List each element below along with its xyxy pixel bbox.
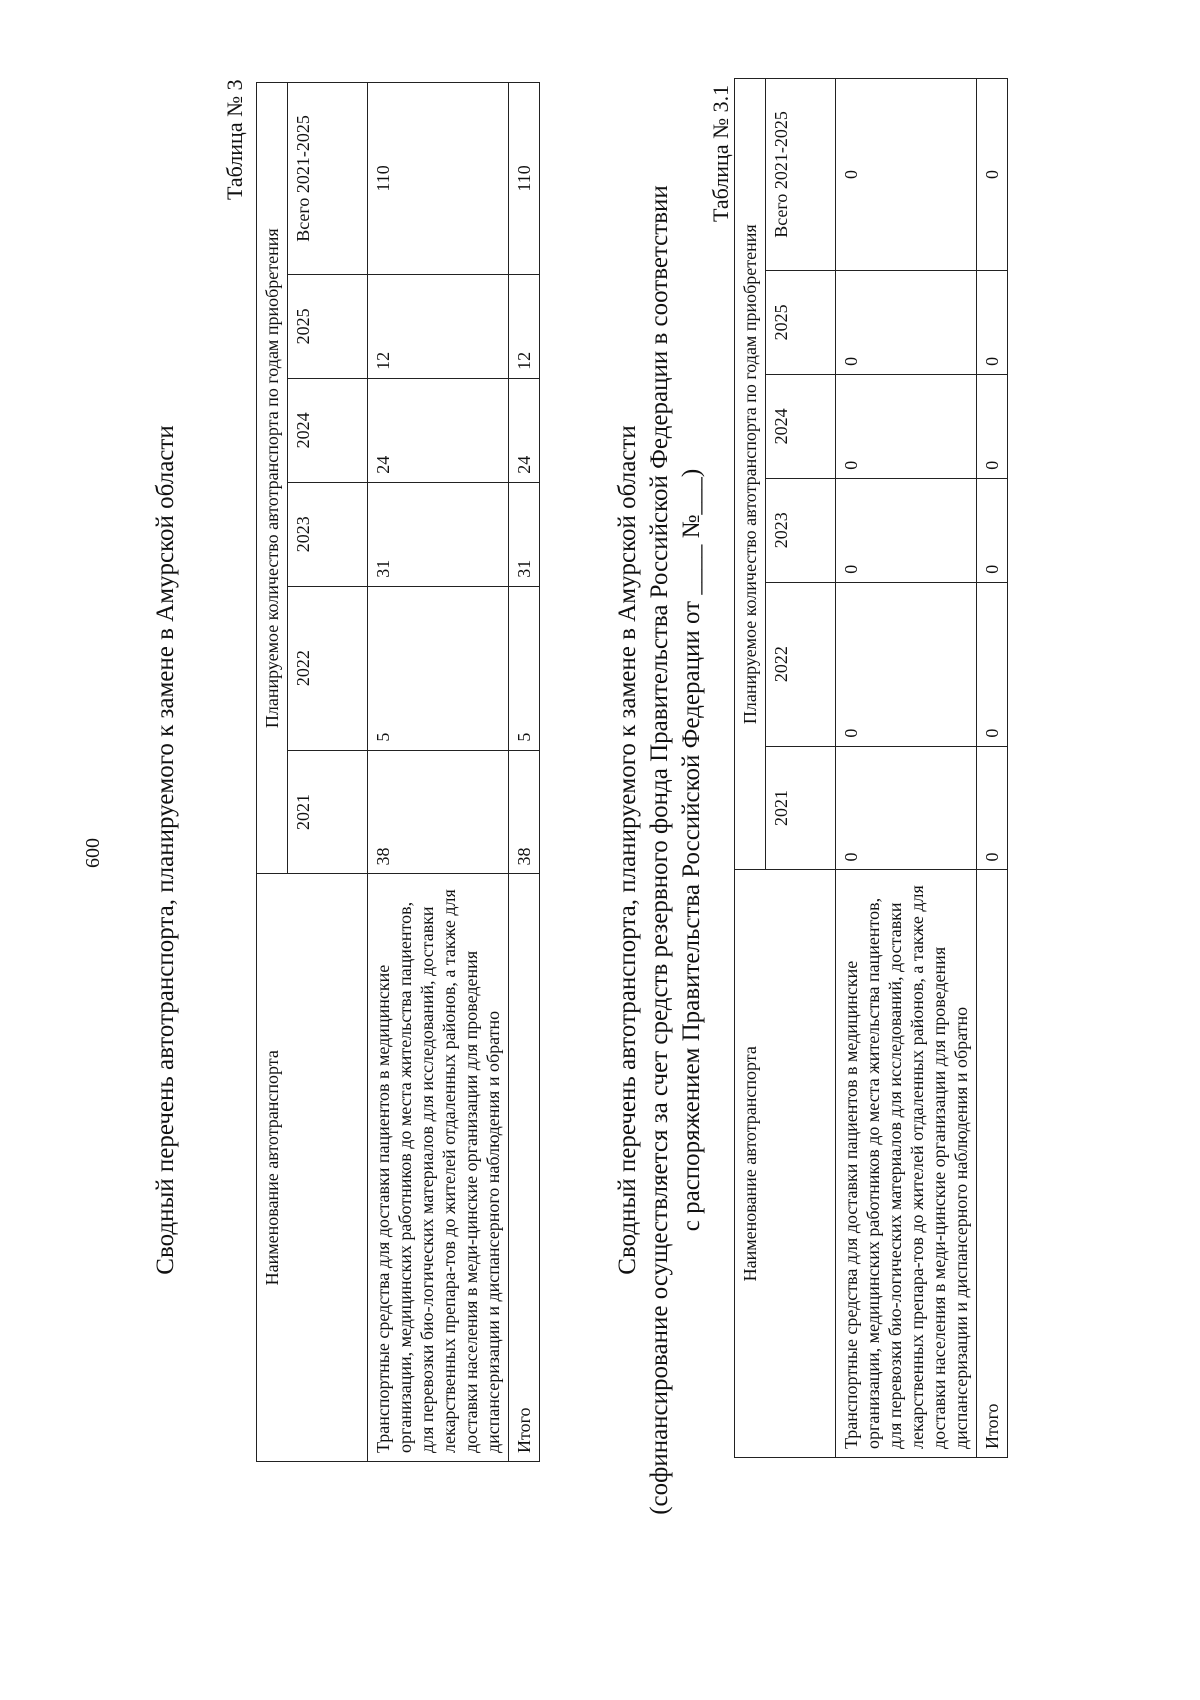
table1-total-header: Всего 2021-2025 (288, 83, 368, 275)
table2-year-header: 2025 (766, 270, 836, 374)
table2-year-header: 2021 (766, 746, 836, 870)
table2-name-header: Наименование автотранспорта (735, 870, 836, 1458)
table1-row-name: Итого (509, 874, 540, 1462)
table1-header-row (257, 83, 288, 1462)
table1-cell: 31 (368, 482, 509, 586)
table1-cell: 12 (509, 274, 540, 378)
table1-year-header: 2024 (288, 378, 368, 482)
table1-row-name: Транспортные средства для доставки пациентов в медицинские организации, медицинских работников до места жительства пациентов, для перевозки био-логических материалов для исследований, доставки лекарственных препара-тов до жителей отдаленных районов, а также для доставки населения в меди-цинские организации для проведения диспансеризации и диспансерного наблюдения и обратно (368, 874, 509, 1462)
table2-cell: 0 (836, 582, 977, 746)
table2-cell: 0 (977, 374, 1008, 478)
table2-title-line3: с распоряжением Правительства Российской Федерации от ____ №___) (678, 468, 705, 1232)
table1-cell: 5 (509, 586, 540, 750)
table2-year-header: 2024 (766, 374, 836, 478)
table2-title-line1: Сводный перечень автотранспорта, планируемого к замене в Амурской области (614, 425, 641, 1275)
table2-cell: 0 (836, 478, 977, 582)
table1-cell: 38 (509, 750, 540, 874)
table1-cell: 38 (368, 750, 509, 874)
table1-cell: 31 (509, 482, 540, 586)
table2-cell: 0 (977, 270, 1008, 374)
table1-group-header: Планируемое количество автотранспорта по годам приобретения (257, 83, 288, 875)
table2 (734, 78, 1008, 1458)
table1-total-cell: 110 (368, 83, 509, 275)
table1-year-header: 2025 (288, 274, 368, 378)
table2-total-cell: 0 (836, 79, 977, 271)
table1-year-header: 2023 (288, 482, 368, 586)
table2-title-line2: (софинансирование осуществляется за счет средств резервного фонда Правительства Российской Федерации в соответствии (646, 185, 673, 1515)
table2-year-header: 2023 (766, 478, 836, 582)
table1-year-header: 2021 (288, 750, 368, 874)
table2-group-header: Планируемое количество автотранспорта по годам приобретения (735, 79, 766, 871)
table-row (836, 79, 977, 1458)
table1-cell: 24 (509, 378, 540, 482)
table2-header-row (735, 79, 766, 1458)
table2-cell: 0 (836, 746, 977, 870)
table1 (256, 82, 540, 1462)
table2-cell: 0 (977, 746, 1008, 870)
page-number: 600 (82, 838, 104, 868)
table1-title: Сводный перечень автотранспорта, планируемого к замене в Амурской области (152, 425, 179, 1275)
table1-name-header: Наименование автотранспорта (257, 874, 368, 1462)
table2-cell: 0 (836, 374, 977, 478)
table2-title (612, 0, 708, 1700)
table1-cell: 24 (368, 378, 509, 482)
table-row (368, 83, 509, 1462)
table2-cell: 0 (836, 270, 977, 374)
table2-cell: 0 (977, 478, 1008, 582)
table1-year-header: 2022 (288, 586, 368, 750)
table2-total-cell: 0 (977, 79, 1008, 271)
table2-year-header: 2022 (766, 582, 836, 746)
table-row (509, 83, 540, 1462)
table2-row-name: Итого (977, 870, 1008, 1458)
table2-total-header: Всего 2021-2025 (766, 79, 836, 271)
table1-cell: 12 (368, 274, 509, 378)
table-row (977, 79, 1008, 1458)
table2-cell: 0 (977, 582, 1008, 746)
table1-label: Таблица № 3 (222, 79, 247, 200)
table2-label: Таблица № 3.1 (708, 84, 733, 222)
table1-cell: 5 (368, 586, 509, 750)
table1-total-cell: 110 (509, 83, 540, 275)
table2-row-name: Транспортные средства для доставки пациентов в медицинские организации, медицинских работников до места жительства пациентов, для перевозки био-логических материалов для исследований, доставки лекарственных препара-тов до жителей отдаленных районов, а также для доставки населения в меди-цинские организации для проведения диспансеризации и диспансерного наблюдения и обратно (836, 870, 977, 1458)
